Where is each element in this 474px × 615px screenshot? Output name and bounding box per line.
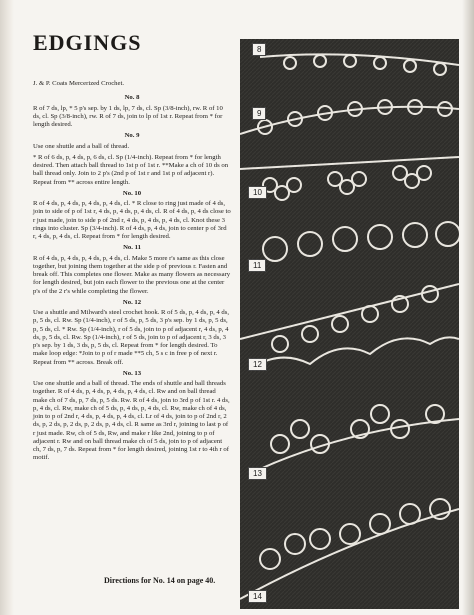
section-no-8 [33,94,231,129]
section-paragraph: Use one shuttle and a ball of thread. [33,142,130,150]
section-heading: No. 13 [122,369,142,377]
section-heading: No. 8 [124,94,140,102]
footer-note: Directions for No. 14 on page 40. [104,576,216,585]
section-paragraph: * R of 6 ds, p, 4 ds, p, 6 ds, cl. Sp (1/4-inch). Repeat from * for length desired. Then attach ball thread to 1st p of 1st r. **Make a ch of 10 ds on ball thread only. Join to 2 p's (2nd p of 1st r and 1st p of adjacent r). Repeat from ** across entire length. [33,153,229,186]
instructions-column [33,80,231,466]
lace-edgings-illustration [240,39,459,609]
section-no-10 [33,190,231,242]
section-paragraph: R of 4 ds, p, 4 ds, p, 4 ds, p, 4 ds, cl. * R close to ring just made of 4 ds, join to side of p of 1st r, 4 ds, p, 4 ds, p, 4 ds, cl. R of 4 ds, p, 4 ds close to r just made, join to side p of 2nd r, 4 ds, p, 4 ds, p, 4 ds, cl. Knot these 3 rings into cluster. Sp (3/4-inch). R of 4 ds, p, 4 ds, join to center p of 3rd r, 4 ds, p, 4 ds, cl. Repeat from * for length desired. [33,200,231,240]
section-heading: No. 9 [124,132,140,140]
section-paragraph: R of 7 ds, lp, * 5 p's sep. by 1 ds, lp, 7 ds, cl. Sp (3/8-inch), rw. R of 10 ds, cl. Sp (3/8-inch), rw. R of 7 ds, join to lp of 1st r. Repeat from * for length desired. [33,104,223,128]
section-heading: No. 12 [122,298,142,306]
page-edge-shadow [462,0,474,615]
section-no-9 [33,132,231,187]
section-paragraph: Use a shuttle and Milward's steel crochet hook. R of 5 ds, p, 4 ds, p, 4 ds, p, 5 ds, cl. Rw. Sp (1/4-inch), r of 5 ds, p, 5 ds, 3 p's sep. by 1 ds, p, 5 ds, p, 5 ds, cl. * Rw. Sp (1/4-inch), r of 5 ds, join to p of adjacent r, 4 ds, p, 4 ds, p, 5 ds, cl. Rw. Sp (1/4-inch), r of 5 ds, join to p of adjacent r, 3 ds, 3 p's sep. by 1 ds, 3 ds, p, 5 ds, cl. Repeat from * for length desired. To make loop edge: *Join to p of r made **5 ch, 5 s c in free p of next r. Repeat from ** across. Break off. [33,309,230,366]
photo-label-12: 12 [248,358,267,371]
photo-label-8: 8 [252,43,266,56]
section-heading: No. 10 [122,189,142,197]
intro-text: J. & P. Coats Mercerized Crochet. [33,80,125,87]
photo-label-13: 13 [248,467,267,480]
photo-label-14: 14 [248,590,267,603]
section-paragraph: R of 4 ds, p, 4 ds, p, 4 ds, p, 4 ds, cl. Make 5 more r's same as this close together, but joining them together at the side p of previous r. Fasten and break off. This completes one flower. Make as many flowers as necessary for length desired, but join each flower to the previous one at the center p's of the 2 r's while completing the flower. [33,254,231,295]
book-spine-shadow [0,0,14,615]
lace-photo [240,39,459,609]
section-paragraph: Use one shuttle and a ball of thread. The ends of shuttle and ball threads together. R of 4 ds, p, 4 ds, p, 4 ds, p, 4 ds, cl. Rw and on ball thread make ch of 7 ds, p, 7 ds, p, 5 ds. Rw. R of 4 ds, join to 3rd p of 1st r. 4 ds, p, 4 ds, cl. Rw, make ch of 5 ds, p, 4 ds, p, 4 ds, cl. Rw, make ch of 4 ds, join to p of 2nd r, 4 ds, p, 4 ds, p, 4 ds, cl. Lr of 4 ds, join to p of 2nd r, 2 ds, p, 2 ds, p, 2 ds, p, 2 ds, p, 4 ds, cl. R same as 3rd r, joining to last p of r just made. Rw, ch of 5 ds, Rw, and make r like 2nd, joining to p of adjacent r. Rw and on ball thread make ch of 5 ds, join to p of adjacent ch, 7 ds, p, 7 ds. Repeat from * for length desired, joining 1st r to 4th r of motif. [33,380,230,462]
page-title: EDGINGS [33,30,142,55]
section-no-13 [33,370,231,463]
photo-label-10: 10 [248,186,267,199]
photo-label-9: 9 [252,107,266,120]
section-no-12 [33,299,231,367]
section-heading: No. 11 [123,244,141,252]
section-no-11 [33,244,231,296]
photo-label-11: 11 [248,259,266,272]
